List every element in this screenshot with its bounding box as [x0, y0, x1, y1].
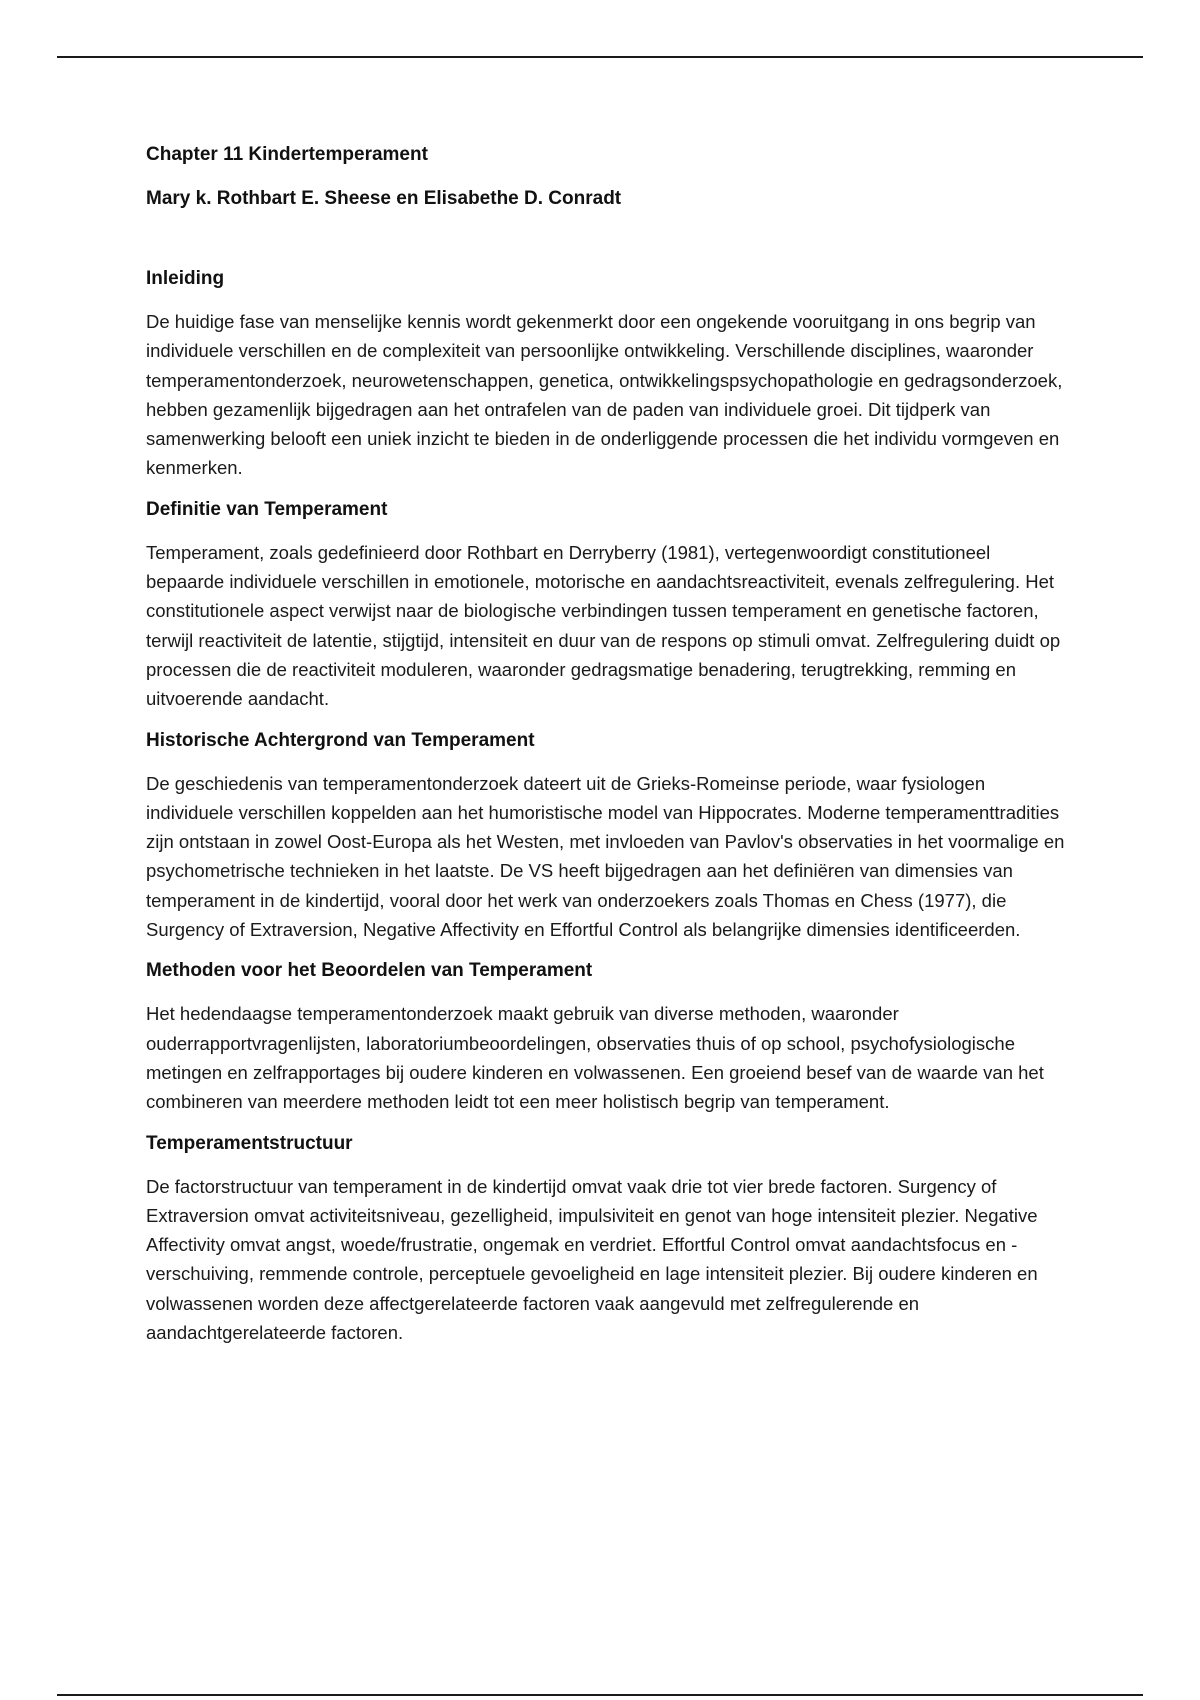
chapter-title: Chapter 11 Kindertemperament [146, 144, 428, 165]
section-paragraph: Temperament, zoals gedefinieerd door Rothbart en Derryberry (1981), vertegenwoordigt constitutioneel bepaarde individuele verschillen in emotionele, motorische en aandachtsreactiviteit, evenals zelfregulering. Het constitutionele aspect verwijst naar de biologische verbindingen tussen temperament en genetische factoren, terwijl reactiviteit de latentie, stijgtijd, intensiteit en duur van de respons op stimuli omvat. Zelfregulering duidt op processen die de reactiviteit moduleren, waaronder gedragsmatige benadering, terugtrekking, remming en uitvoerende aandacht. [146, 541, 1061, 710]
section-paragraph: De geschiedenis van temperamentonderzoek dateert uit de Grieks-Romeinse periode, waar fysiologen individuele verschillen koppelden aan het humoristische model van Hippocrates. Moderne temperamenttradities zijn ontstaan in zowel Oost-Europa als het Westen, met invloeden van Pavlov's observaties in het voormalige en psychometrische technieken in het laatste. De VS heeft bijgedragen aan het definiëren van dimensies van temperament in de kindertijd, vooral door het werk van onderzoekers zoals Thomas en Chess (1977), die Surgency of Extraversion, Negative Affectivity en Effortful Control als belangrijke dimensies identificeerden. [146, 772, 1065, 941]
section-heading: Inleiding [146, 268, 225, 289]
authors-line: Mary k. Rothbart E. Sheese en Elisabethe D. Conradt [146, 188, 622, 209]
section-heading: Historische Achtergrond van Temperament [146, 729, 535, 751]
section-heading: Temperamentstructuur [146, 1132, 353, 1154]
section-heading: Methoden voor het Beoordelen van Temperament [146, 960, 593, 982]
bottom-rule [57, 1694, 1143, 1696]
document-body [146, 143, 1066, 1362]
section-paragraph: De huidige fase van menselijke kennis wordt gekenmerkt door een ongekende vooruitgang in ons begrip van individuele verschillen en de complexiteit van persoonlijke ontwikkeling. Verschillende disciplines, waaronder temperamentonderzoek, neurowetenschappen, genetica, ontwikkelingspsychopathologie en gedragsonderzoek, hebben gezamenlijk bijgedragen aan het ontrafelen van de paden van individuele groei. Dit tijdperk van samenwerking belooft een uniek inzicht te bieden in de onderliggende processen die het individu vormgeven en kenmerken. [146, 311, 1063, 479]
section-definitie [146, 498, 1066, 714]
section-historische-achtergrond [146, 729, 1066, 945]
section-methoden [146, 959, 1066, 1116]
section-paragraph: Het hedendaagse temperamentonderzoek maakt gebruik van diverse methoden, waaronder ouderrapportvragenlijsten, laboratoriumbeoordelingen, observaties thuis of op school, psychofysiologische metingen en zelfrapportages bij oudere kinderen en volwassenen. Een groeiend besef van de waarde van het combineren van meerdere methoden leidt tot een meer holistisch begrip van temperament. [146, 1003, 1044, 1113]
section-inleiding [146, 267, 1066, 483]
top-rule [57, 56, 1143, 58]
section-heading: Definitie van Temperament [146, 498, 388, 520]
section-temperamentstructuur [146, 1132, 1066, 1348]
section-paragraph: De factorstructuur van temperament in de kindertijd omvat vaak drie tot vier brede factoren. Surgency of Extraversion omvat activiteitsniveau, gezelligheid, impulsiviteit en genot van hoge intensiteit plezier. Negative Affectivity omvat angst, woede/frustratie, ongemak en verdriet. Effortful Control omvat aandachtsfocus en -verschuiving, remmende controle, perceptuele gevoeligheid en lage intensiteit plezier. Bij oudere kinderen en volwassenen worden deze affectgerelateerde factoren vaak aangevuld met zelfregulerende en aandachtgerelateerde factoren. [146, 1175, 1038, 1344]
